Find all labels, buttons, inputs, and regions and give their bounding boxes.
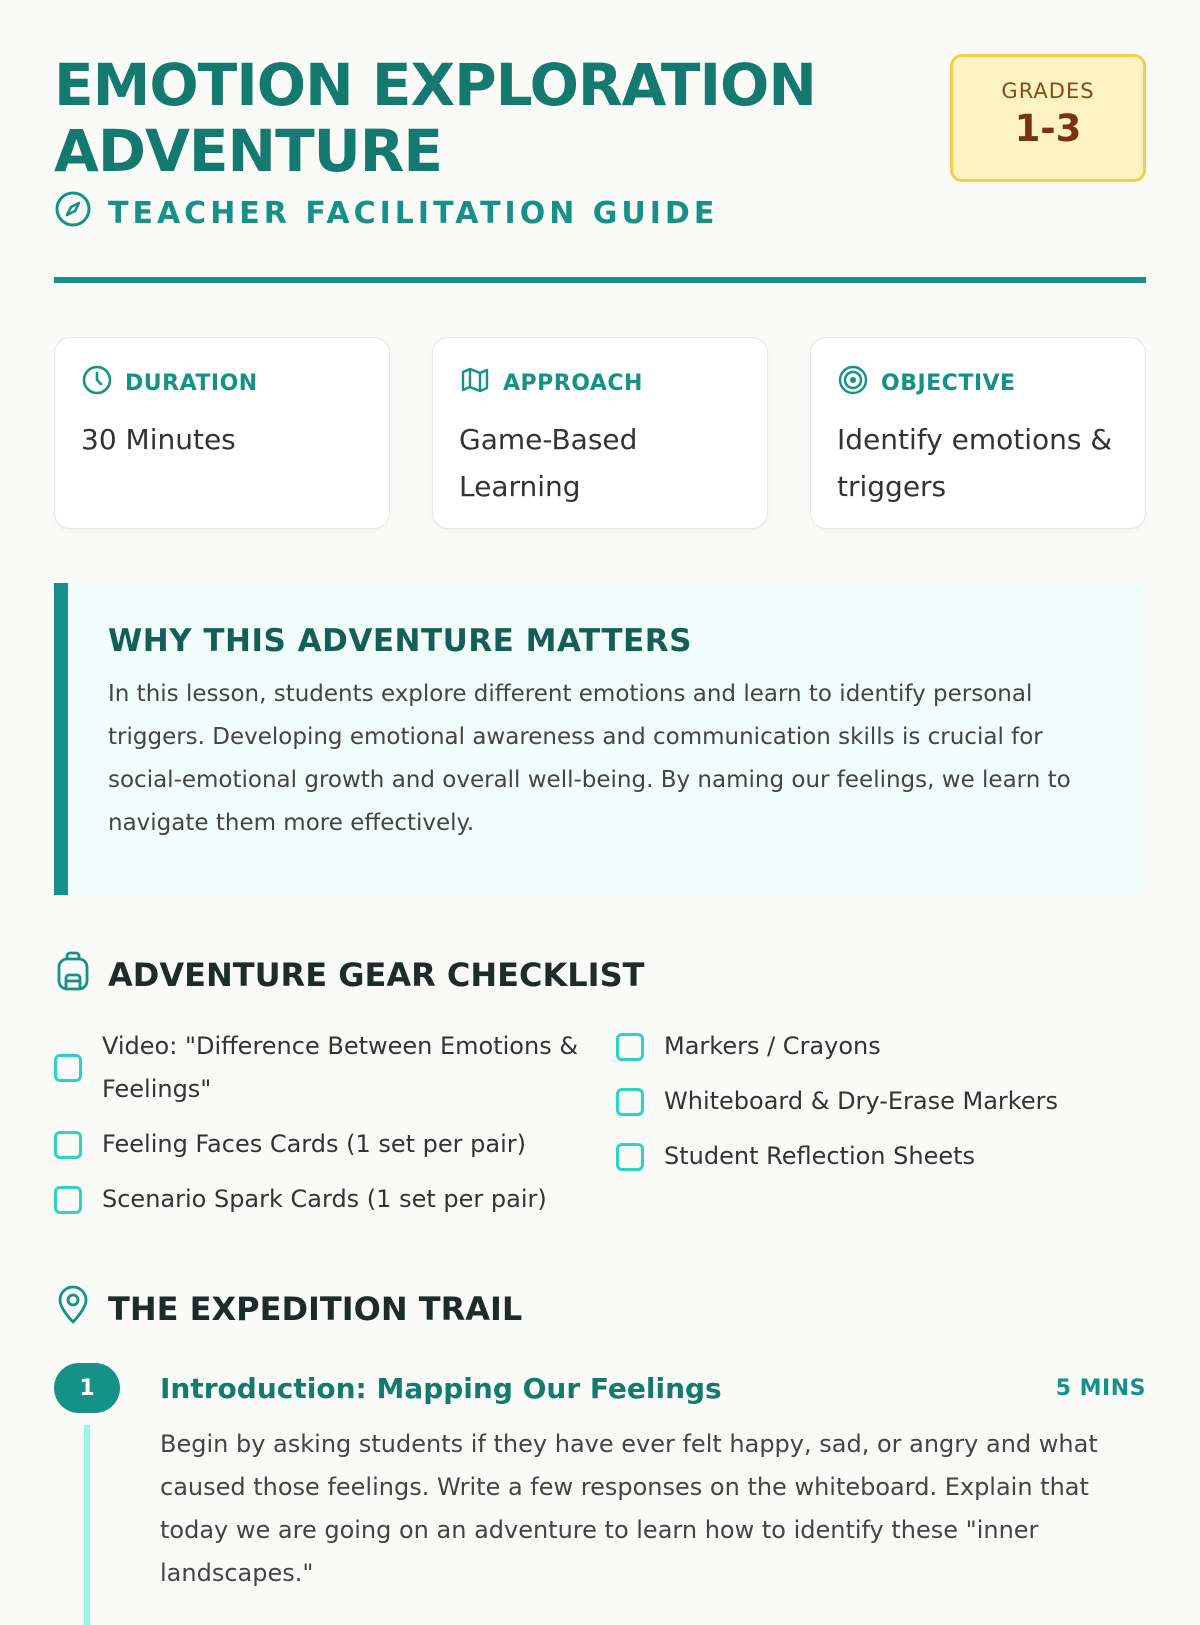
checklist-item[interactable] [616, 1135, 1146, 1178]
card-label: OBJECTIVE [881, 370, 1016, 396]
gear-heading-text: ADVENTURE GEAR CHECKLIST [108, 956, 645, 994]
checklist-item-label: Video: "Difference Between Emotions & Feelings" [102, 1032, 579, 1103]
header [54, 0, 1146, 277]
step-description: Begin by asking students if they have ever felt happy, sad, or angry and what caused those feelings. Write a few responses on the whiteboard. Explain that today we are going on an adventure to learn how to identify these "inner landscapes." [160, 1430, 1098, 1587]
card-approach [432, 337, 768, 529]
step-header [160, 1363, 1146, 1413]
backpack-icon [54, 951, 92, 999]
gear-checklist [54, 1025, 1146, 1233]
checkbox[interactable] [616, 1088, 644, 1116]
checklist-column-right [616, 1025, 1146, 1233]
checklist-item-label: Feeling Faces Cards (1 set per pair) [102, 1130, 527, 1158]
subtitle-text: TEACHER FACILITATION GUIDE [108, 195, 719, 231]
map-pin-icon [54, 1285, 92, 1333]
trail-section-heading [54, 1285, 1146, 1333]
gear-section-heading [54, 951, 1146, 999]
step-number: 1 [54, 1363, 120, 1413]
callout-heading: WHY THIS ADVENTURE MATTERS [108, 623, 692, 659]
why-it-matters-callout [54, 583, 1146, 895]
card-value: Identify emotions & triggers [837, 423, 1113, 503]
grade-badge [950, 54, 1146, 182]
trail-step [54, 1363, 1146, 1595]
page-title: EMOTION EXPLORATION ADVENTURE [54, 51, 816, 185]
checklist-item[interactable] [616, 1025, 1146, 1068]
header-divider [54, 277, 1146, 283]
checklist-item-label: Scenario Spark Cards (1 set per pair) [102, 1185, 547, 1213]
clock-icon [81, 364, 113, 402]
card-value: Game-Based Learning [459, 423, 638, 503]
card-value: 30 Minutes [81, 423, 236, 456]
grade-value: 1-3 [1014, 107, 1082, 150]
step-connector-line [84, 1425, 90, 1625]
step-duration: 5 MINS [1055, 1375, 1146, 1401]
checklist-item-label: Student Reflection Sheets [664, 1142, 976, 1170]
checkbox[interactable] [54, 1131, 82, 1159]
checkbox[interactable] [54, 1054, 82, 1082]
checklist-item[interactable] [54, 1025, 594, 1111]
checkbox[interactable] [616, 1033, 644, 1061]
compass-icon [54, 190, 92, 236]
checkbox[interactable] [616, 1143, 644, 1171]
checklist-item[interactable] [54, 1178, 594, 1221]
checklist-item[interactable] [54, 1123, 594, 1166]
card-duration [54, 337, 390, 529]
subtitle [54, 190, 1146, 236]
card-label: DURATION [125, 370, 258, 396]
grade-label: GRADES [1001, 79, 1095, 103]
card-objective [810, 337, 1146, 529]
step-title: Introduction: Mapping Our Feelings [160, 1371, 722, 1405]
info-cards [54, 337, 1146, 529]
trail-heading-text: THE EXPEDITION TRAIL [108, 1290, 523, 1328]
checklist-item-label: Markers / Crayons [664, 1032, 881, 1060]
map-icon [459, 364, 491, 402]
checklist-item[interactable] [616, 1080, 1146, 1123]
target-icon [837, 364, 869, 402]
card-label: APPROACH [503, 370, 643, 396]
checklist-item-label: Whiteboard & Dry-Erase Markers [664, 1087, 1058, 1115]
callout-body: In this lesson, students explore different emotions and learn to identify personal triggers. Developing emotional awareness and communication skills is crucial for social-emotional growth and overall well-being. By naming our feelings, we learn to navigate them more effectively. [108, 681, 1071, 836]
checkbox[interactable] [54, 1186, 82, 1214]
checklist-column-left [54, 1025, 594, 1233]
